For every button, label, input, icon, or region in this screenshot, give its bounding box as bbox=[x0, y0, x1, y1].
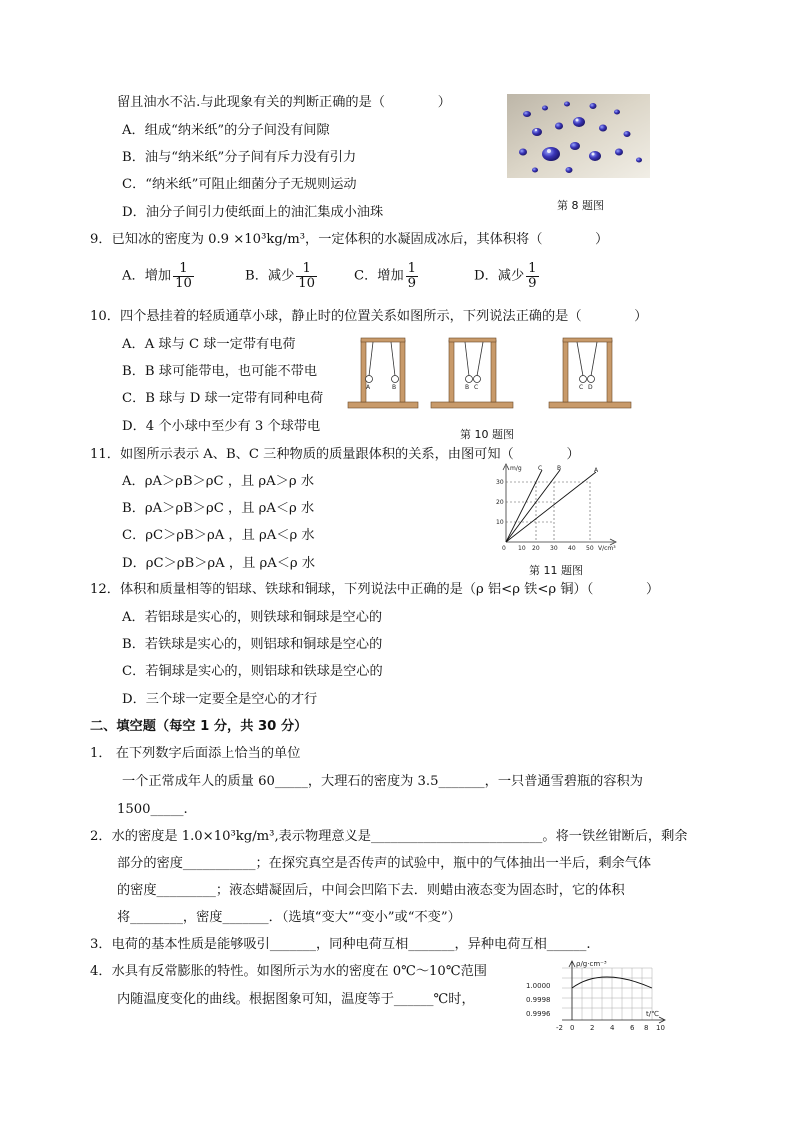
f4-line2: 内随温度变化的曲线。根据图象可知，温度等于______℃时， bbox=[117, 992, 475, 1007]
q9-option-d: D．减少 $\frac{1}{9}$ bbox=[474, 261, 537, 291]
q10-label-a: A bbox=[366, 384, 371, 391]
f2-line3: 的密度_________；液态蜡凝固后，中间会凹陷下去．则蜡由液态变为固态时，它的体积 bbox=[117, 883, 625, 898]
q11-option-a: A．ρA＞ρB＞ρC ，且 ρA＞ρ 水 bbox=[122, 474, 315, 489]
q11-origin: 0 bbox=[502, 545, 506, 552]
f4-line1: 4．水具有反常膨胀的特性。如图所示为水的密度在 0℃～10℃范围 bbox=[90, 964, 487, 979]
q11-option-b: B．ρA＞ρB＞ρC ，且 ρA＜ρ 水 bbox=[122, 501, 315, 516]
f2-line1: 2．水的密度是 1.0×10³kg/m³,表示物理意义是__________________________。将一铁丝钳断后，剩余 bbox=[90, 829, 688, 844]
q11-line-label-c: C bbox=[538, 465, 543, 472]
f1-stem: 1． 在下列数字后面添上恰当的单位 bbox=[90, 746, 301, 761]
f2-line4: 将________，密度_______．（选填“变大”“变小”或“不变”） bbox=[117, 910, 461, 925]
f1-line1: 一个正常成年人的质量 60_____，大理石的密度为 3.5_______，一只普通雪碧瓶的容积为 bbox=[122, 774, 643, 789]
q11-option-c: C．ρC＞ρB＞ρA ，且 ρA＜ρ 水 bbox=[122, 528, 315, 543]
q11-xtick-30: 30 bbox=[550, 545, 558, 552]
q10-option-b: B．B 球可能带电，也可能不带电 bbox=[122, 364, 318, 379]
q8-caption: 第 8 题图 bbox=[557, 199, 604, 212]
f4-ytick-3: 0.9996 bbox=[526, 1010, 551, 1018]
q11-chart bbox=[494, 462, 618, 554]
f4-xlabel: t/℃ bbox=[646, 1010, 659, 1018]
q11-xlabel: V/cm³ bbox=[598, 545, 616, 552]
q10-label-b2: B bbox=[465, 384, 470, 391]
q11-ytick-20: 20 bbox=[496, 499, 504, 506]
q11-xtick-20: 20 bbox=[532, 545, 540, 552]
q11-xtick-50: 50 bbox=[586, 545, 594, 552]
q11-xtick-40: 40 bbox=[568, 545, 576, 552]
q10-stem: 10．四个悬挂着的轻质通草小球，静止时的位置关系如图所示，下列说法正确的是（ ） bbox=[90, 309, 648, 324]
q10-label-d: D bbox=[588, 384, 593, 391]
f4-ylabel: ρ/g·cm⁻³ bbox=[576, 960, 607, 968]
f4-xtick-10: 10 bbox=[656, 1024, 665, 1032]
q11-line-label-b: B bbox=[557, 465, 562, 472]
f4-ytick-2: 0.9998 bbox=[526, 996, 551, 1004]
q11-line-c bbox=[506, 470, 542, 542]
q10-label-c2: C bbox=[579, 384, 584, 391]
f4-xtick-6: 6 bbox=[630, 1024, 635, 1032]
q12-option-a: A．若铝球是实心的，则铁球和铜球是空心的 bbox=[122, 610, 383, 625]
q8-option-c: C．“纳米纸”可阻止细菌分子无规则运动 bbox=[122, 177, 357, 192]
q8-photo bbox=[507, 94, 650, 178]
f3-line1: 3．电荷的基本性质是能够吸引_______，同种电荷互相_______，异种电荷互相______. bbox=[90, 937, 591, 952]
q10-label-c1: C bbox=[474, 384, 479, 391]
q10-option-c: C．B 球与 D 球一定带有同种电荷 bbox=[122, 391, 324, 406]
f4-xtick-8: 8 bbox=[644, 1024, 649, 1032]
f4-xtick-0: 0 bbox=[570, 1024, 575, 1032]
q9-option-b: B．减少 $\frac{1}{10}$ bbox=[245, 261, 316, 291]
q9-stem: 9．已知冰的密度为 0.9 ×10³kg/m³，一定体积的水凝固成冰后，其体积将（ ） bbox=[90, 232, 609, 247]
q12-option-c: C．若铜球是实心的，则铝球和铁球是空心的 bbox=[122, 664, 383, 679]
nano-paper-droplets-image bbox=[507, 94, 650, 178]
f2-line2: 部分的密度___________；在探究真空是否传声的试验中，瓶中的气体抽出一半后，剩余气体 bbox=[117, 856, 652, 871]
q10-figure bbox=[345, 336, 635, 412]
q11-ylabel: m/g bbox=[510, 465, 522, 472]
q10-caption: 第 10 题图 bbox=[460, 428, 514, 441]
q12-stem: 12．体积和质量相等的铝球、铁球和铜球，下列说法中正确的是（ρ 铝<ρ 铁<ρ 铜）（ ） bbox=[90, 582, 660, 597]
q11-xtick-10: 10 bbox=[518, 545, 526, 552]
q11-stem: 11．如图所示表示 A、B、C 三种物质的质量跟体积的关系，由图可知（ ） bbox=[90, 447, 580, 462]
q9-option-c: C．增加 $\frac{1}{9}$ bbox=[354, 261, 417, 291]
q11-line-label-a: A bbox=[594, 467, 599, 474]
q10-option-d: D．4 个小球中至少有 3 个球带电 bbox=[122, 419, 321, 434]
q10-option-a: A．A 球与 C 球一定带有电荷 bbox=[122, 337, 296, 352]
q10-label-b1: B bbox=[392, 384, 397, 391]
q8-stem: 留且油水不沾.与此现象有关的判断正确的是（ ） bbox=[117, 95, 451, 110]
f4-xtick-2: 2 bbox=[590, 1024, 595, 1032]
q11-ytick-30: 30 bbox=[496, 479, 504, 486]
f1-line2: 1500_____. bbox=[117, 802, 188, 817]
q8-option-b: B．油与“纳米纸”分子间有斥力没有引力 bbox=[122, 150, 357, 165]
q12-option-b: B．若铁球是实心的，则铝球和铜球是空心的 bbox=[122, 637, 383, 652]
f4-ytick-1: 1.0000 bbox=[526, 982, 551, 990]
q11-option-d: D．ρC＞ρB＞ρA ，且 ρA＜ρ 水 bbox=[122, 556, 316, 571]
f4-chart bbox=[520, 958, 670, 1034]
q11-caption: 第 11 题图 bbox=[529, 564, 583, 577]
f4-xtick-4: 4 bbox=[610, 1024, 615, 1032]
f4-xtick-m2: -2 bbox=[556, 1024, 563, 1032]
q9-option-a: A．增加 $\frac{1}{10}$ bbox=[122, 261, 192, 291]
q8-option-a: A．组成“纳米纸”的分子间没有间隙 bbox=[122, 123, 330, 138]
q12-option-d: D．三个球一定要全是空心的才行 bbox=[122, 692, 318, 707]
q8-option-d: D．油分子间引力使纸面上的油汇集成小油珠 bbox=[122, 205, 384, 220]
section-title: 二、填空题（每空 1 分，共 30 分） bbox=[90, 719, 308, 734]
q11-ytick-10: 10 bbox=[496, 519, 504, 526]
